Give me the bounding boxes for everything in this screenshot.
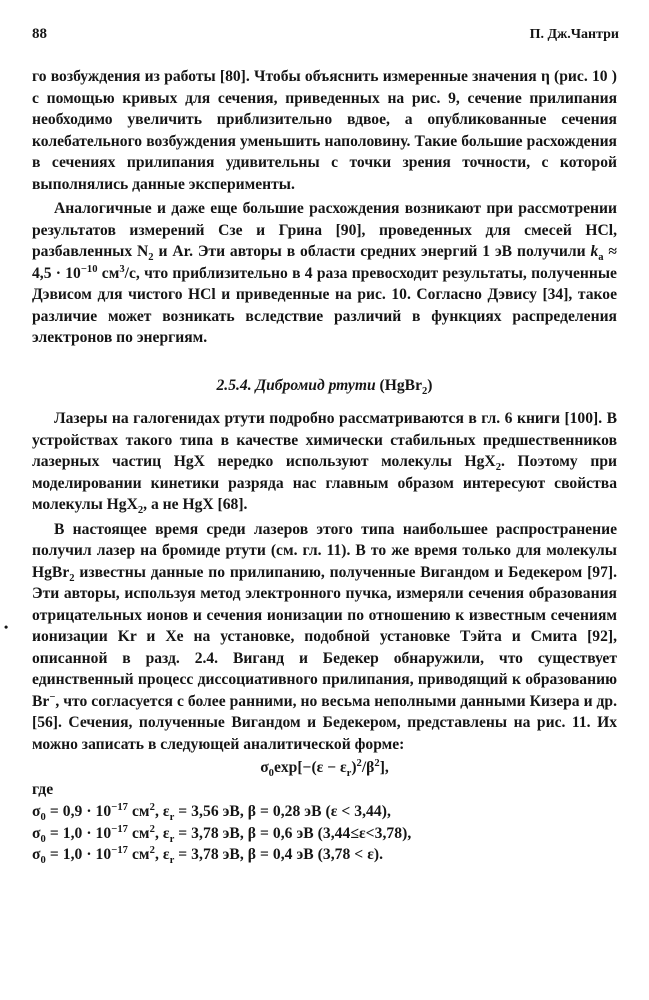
parameter-row: $\sigma_0 = 1,0 \cdot 10^{-17}$ $см^2$, $\varepsilon_r = 3,78$ эВ, β = 0,4 эВ (3,78 < ε). xyxy=(32,844,384,867)
paragraph-2: Аналогичные и даже еще большие расхождения возникают при рассмотрении результатов измерений Сзе и Грина [90], проведенных для смесей HCl, разбавленных $N_2$ и Ar. Эти авторы в области средних энергий 1 эВ получили $k_a \approx 4,5 \cdot 10^{-10}$ $см^3/с$, что приблизительно в 4 раза превосходит результаты, полученные Дэвисом для чистого HCl и приведенные на рис. 10. Согласно Дэвису [34], такое различие может возникать вследствие различий в функциях распределения электронов по энергиям. xyxy=(32,200,617,346)
where-label: где xyxy=(32,780,54,798)
running-author: П. Дж.Чантри xyxy=(529,27,619,42)
page-body xyxy=(32,66,617,866)
section-heading: 2.5.4. Дибромид ртути (HgBr$_2$) xyxy=(216,376,433,397)
paragraph-1: го возбуждения из работы [80]. Чтобы объяснить измеренные значения η (рис. 10 ) с помощью кривых для сечения, приведенных на рис. 9, сечение прилипания необходимо увеличить приблизительно вдвое, а опубликованные сечения колебательного возбуждения уменьшить наполовину. Такие большие расхождения в сечениях прилипания удивительны с точки зрения точности, с которой выполнялись данные эксперименты. xyxy=(32,68,617,193)
cross-section-formula: $\sigma_0\exp[-(\varepsilon - \varepsilon_r)^2/\beta^2]$, xyxy=(260,757,389,780)
parameter-list xyxy=(32,801,617,866)
parameter-row: $\sigma_0 = 1,0 \cdot 10^{-17}$ $см^2$, $\varepsilon_r = 3,78$ эВ, β = 0,6 эВ (3,44≤ε<3,78), xyxy=(32,823,412,845)
margin-mark: • xyxy=(4,620,9,634)
parameter-row: $\sigma_0 = 0,9 \cdot 10^{-17}$ $см^2$, $\varepsilon_r = 3,56$ эВ, β = 0,28 эВ (ε < 3,44), xyxy=(32,801,391,824)
running-header xyxy=(32,26,619,43)
paragraph-4: В настоящее время среди лазеров этого типа наибольшее распространение получил лазер на бромиде ртути (см. гл. 11). В то же время только для молекулы HgBr$_2$ известны данные по прилипанию, полученные Вигандом и Бедекером [97]. Эти авторы, используя метод электронного пучка, измеряли сечения образования отрицательных ионов и сечения ионизации по отношению к известным сечениям ионизации Kr и Xe на установке, подобной установке Тэйта и Смита [92], описанной в разд. 2.4. Виганд и Бедекер обнаружили, что существует единственный процесс диссоциативного прилипания, приводящий к образованию Br−, что согласуется с более ранними, но весьма неполными данными Кизера и др. [56]. Сечения, полученные Вигандом и Бедекером, представлены на рис. 11. Их можно записать в следующей аналитической форме: xyxy=(32,520,617,753)
paragraph-3: Лазеры на галогенидах ртути подробно рассматриваются в гл. 6 книги [100]. В устройствах такого типа в качестве химически стабильных предшественников лазерных частиц HgX нередко используют молекулы HgX$_2$. Поэтому при моделировании кинетики разряда нас главным образом интересуют свойства молекулы HgX$_2$, а не HgX [68]. xyxy=(32,410,617,517)
page-number: 88 xyxy=(32,26,47,42)
